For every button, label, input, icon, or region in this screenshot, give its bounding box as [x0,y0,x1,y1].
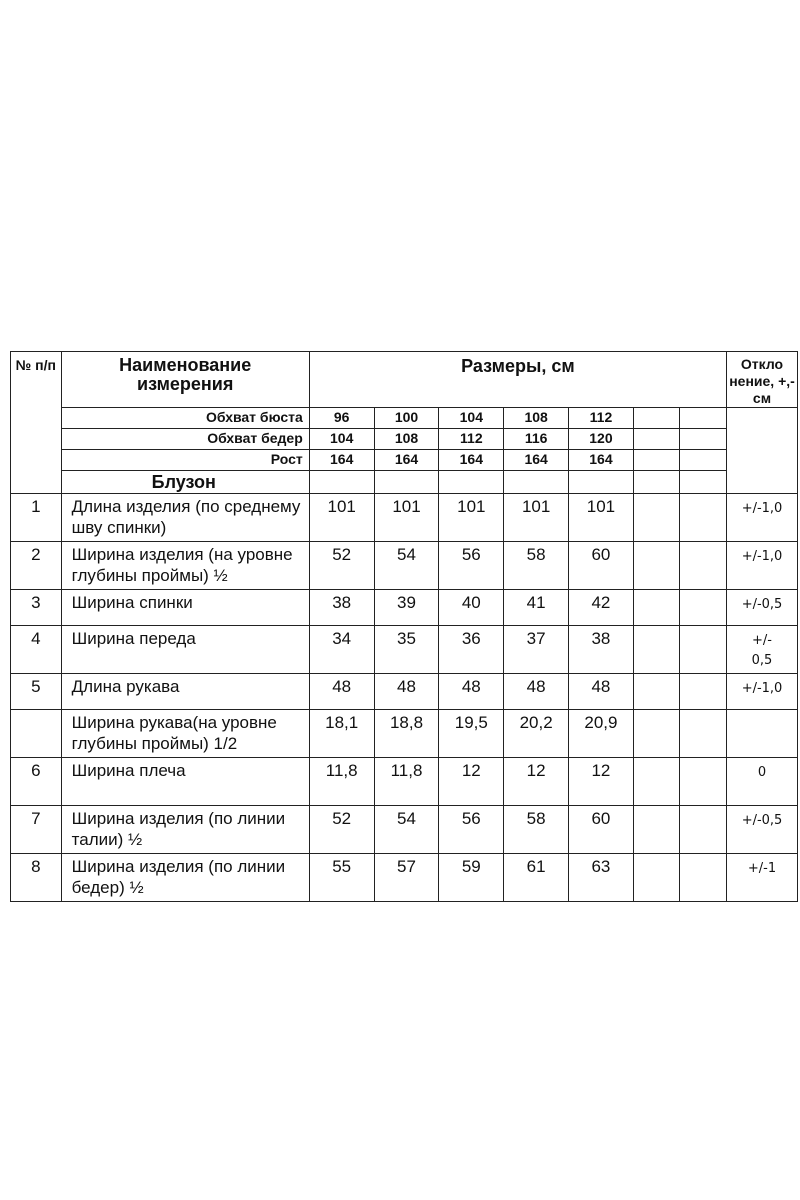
row-tolerance: +/- 0,5 [727,626,798,674]
table-row [11,806,798,854]
row-value: 12 [439,758,504,806]
row-value: 56 [439,542,504,590]
empty-cell [309,471,374,494]
param-value: 112 [439,429,504,450]
param-value: 120 [569,429,634,450]
row-tolerance: +/-1,0 [727,542,798,590]
param-value: 164 [309,450,374,471]
row-number: 4 [11,626,62,674]
row-number: 7 [11,806,62,854]
row-value: 34 [309,626,374,674]
row-number: 2 [11,542,62,590]
row-name: Длина рукава [61,674,309,710]
empty-cell [633,590,680,626]
row-value: 52 [309,806,374,854]
row-value: 52 [309,542,374,590]
table-row [11,710,798,758]
row-number: 5 [11,674,62,710]
empty-cell [680,710,727,758]
row-value: 12 [569,758,634,806]
table-row [11,590,798,626]
empty-cell [633,450,680,471]
param-value: 108 [504,408,569,429]
row-name: Ширина изделия (по линии талии) ½ [61,806,309,854]
param-row-hips [11,429,798,450]
row-tolerance: +/-1 [727,854,798,902]
table-row [11,854,798,902]
row-name: Ширина изделия (по линии бедер) ½ [61,854,309,902]
row-name: Ширина плеча [61,758,309,806]
row-value: 48 [439,674,504,710]
row-value: 36 [439,626,504,674]
row-value: 101 [569,494,634,542]
tolerance-blank [727,408,798,494]
row-number [11,710,62,758]
row-value: 101 [309,494,374,542]
empty-cell [633,429,680,450]
param-value: 112 [569,408,634,429]
empty-cell [633,674,680,710]
row-value: 101 [504,494,569,542]
empty-cell [680,429,727,450]
param-value: 108 [374,429,439,450]
empty-cell [680,542,727,590]
param-value: 104 [309,429,374,450]
empty-cell [680,408,727,429]
row-tolerance: +/-1,0 [727,674,798,710]
row-value: 57 [374,854,439,902]
row-tolerance: +/-1,0 [727,494,798,542]
empty-cell [374,471,439,494]
empty-cell [680,590,727,626]
param-value: 100 [374,408,439,429]
row-value: 58 [504,806,569,854]
row-value: 20,2 [504,710,569,758]
empty-cell [633,626,680,674]
row-value: 48 [569,674,634,710]
row-value: 60 [569,806,634,854]
row-number: 3 [11,590,62,626]
param-row-bust [11,408,798,429]
table-row [11,494,798,542]
row-tolerance: +/-0,5 [727,590,798,626]
row-value: 35 [374,626,439,674]
row-name: Длина изделия (по среднему шву спинки) [61,494,309,542]
empty-cell [633,710,680,758]
empty-cell [633,758,680,806]
param-value: 104 [439,408,504,429]
section-row [11,471,798,494]
row-value: 58 [504,542,569,590]
row-name: Ширина переда [61,626,309,674]
row-number: 6 [11,758,62,806]
sizes-header: Размеры, см [309,352,726,408]
param-value: 96 [309,408,374,429]
param-label: Обхват бедер [61,429,309,450]
header-row [11,352,798,408]
num-header: № п/п [11,352,62,494]
row-value: 54 [374,806,439,854]
row-value: 11,8 [309,758,374,806]
name-header: Наименование измерения [61,352,309,408]
row-value: 38 [569,626,634,674]
empty-cell [439,471,504,494]
row-value: 42 [569,590,634,626]
row-tolerance [727,710,798,758]
empty-cell [680,674,727,710]
row-value: 56 [439,806,504,854]
row-value: 101 [374,494,439,542]
row-value: 18,8 [374,710,439,758]
section-title: Блузон [61,471,309,494]
empty-cell [633,854,680,902]
param-value: 164 [374,450,439,471]
empty-cell [680,758,727,806]
row-value: 18,1 [309,710,374,758]
row-number: 8 [11,854,62,902]
row-value: 61 [504,854,569,902]
row-value: 48 [374,674,439,710]
empty-cell [680,854,727,902]
tolerance-header: Откло нение, +,- см [727,352,798,408]
row-value: 12 [504,758,569,806]
empty-cell [633,542,680,590]
row-tolerance: +/-0,5 [727,806,798,854]
empty-cell [633,494,680,542]
table-row [11,542,798,590]
row-value: 59 [439,854,504,902]
empty-cell [680,471,727,494]
param-label: Обхват бюста [61,408,309,429]
row-value: 20,9 [569,710,634,758]
row-name: Ширина спинки [61,590,309,626]
empty-cell [633,806,680,854]
param-label: Рост [61,450,309,471]
table-row [11,626,798,674]
row-value: 38 [309,590,374,626]
table-row [11,758,798,806]
empty-cell [633,471,680,494]
empty-cell [633,408,680,429]
row-name: Ширина изделия (на уровне глубины проймы) ½ [61,542,309,590]
empty-cell [680,806,727,854]
param-value: 164 [569,450,634,471]
row-number: 1 [11,494,62,542]
empty-cell [680,494,727,542]
empty-cell [569,471,634,494]
row-tolerance: 0 [727,758,798,806]
row-value: 48 [309,674,374,710]
param-value: 164 [504,450,569,471]
row-value: 41 [504,590,569,626]
empty-cell [680,626,727,674]
param-value: 164 [439,450,504,471]
size-chart [10,351,800,902]
empty-cell [504,471,569,494]
row-value: 40 [439,590,504,626]
param-row-height [11,450,798,471]
row-value: 101 [439,494,504,542]
table-row [11,674,798,710]
row-value: 11,8 [374,758,439,806]
measurements-table [10,351,798,902]
row-value: 19,5 [439,710,504,758]
row-value: 39 [374,590,439,626]
empty-cell [680,450,727,471]
row-value: 54 [374,542,439,590]
row-name: Ширина рукава(на уровне глубины проймы) 1/2 [61,710,309,758]
row-value: 55 [309,854,374,902]
row-value: 60 [569,542,634,590]
row-value: 48 [504,674,569,710]
param-value: 116 [504,429,569,450]
row-value: 37 [504,626,569,674]
row-value: 63 [569,854,634,902]
